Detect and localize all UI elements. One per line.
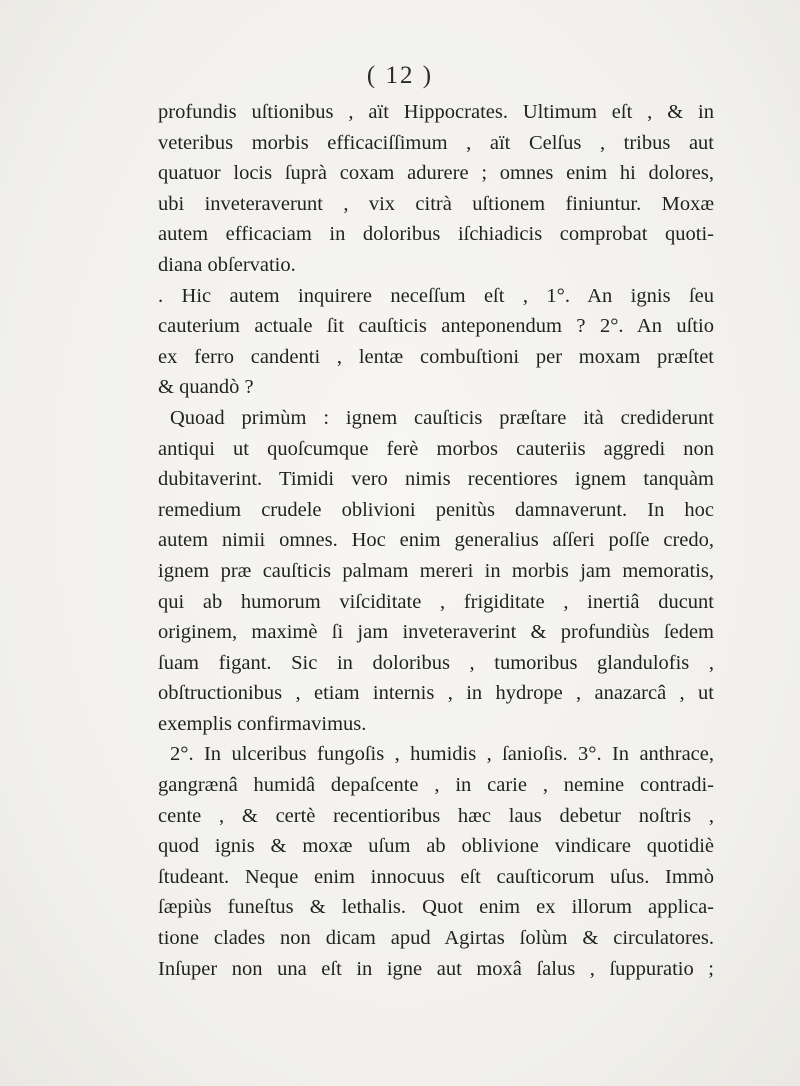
text-line: diana obſervatio. xyxy=(158,253,296,276)
text-line: ſtudeant. Neque enim innocuus eſt cauſticorum uſus. Immò xyxy=(158,865,714,888)
page-number: ( 12 ) xyxy=(366,62,434,89)
text-line: profundis uſtionibus , aït Hippocrates. Ultimum eſt , & in xyxy=(158,101,714,123)
text-line: . Hic autem inquirere neceſſum eſt , 1°. An ignis ſeu xyxy=(158,284,714,307)
text-line: ſæpiùs funeſtus & lethalis. Quot enim ex illorum applica- xyxy=(158,896,714,919)
text-line: & quandò ? xyxy=(158,376,254,399)
text-line: cente , & certè recentioribus hæc laus debetur noſtris , xyxy=(158,804,714,827)
text-line: dubitaverint. Timidi vero nimis recentiores ignem tanquàm xyxy=(158,468,714,491)
text-line: Quoad primùm : ignem cauſticis præſtare ità crediderunt xyxy=(170,406,714,429)
text-line: cauterium actuale ſit cauſticis anteponendum ? 2°. An uſtio xyxy=(158,315,714,338)
text-line: Inſuper non una eſt in igne aut moxâ ſalus , ſuppuratio ; xyxy=(158,957,714,980)
text-line: qui ab humorum viſciditate , frigiditate , inertiâ ducunt xyxy=(158,590,714,613)
text-line: 2°. In ulceribus fungoſis , humidis , ſanioſis. 3°. In anthrace, xyxy=(170,743,714,766)
text-line: quatuor locis ſuprà coxam adurere ; omnes enim hi dolores, xyxy=(158,162,714,185)
text-line: autem efficaciam in doloribus iſchiadicis comprobat quoti- xyxy=(158,223,714,246)
body-text xyxy=(158,97,714,984)
text-line: obſtructionibus , etiam internis , in hydrope , anazarcâ , ut xyxy=(158,682,714,705)
text-line: originem, maximè ſi jam inveteraverint & profundiùs ſedem xyxy=(158,621,714,644)
text-line: ſuam figant. Sic in doloribus , tumoribus glandulofis , xyxy=(158,651,714,674)
text-line: quod ignis & moxæ uſum ab oblivione vindicare quotidiè xyxy=(158,835,714,858)
text-line: gangrænâ humidâ depaſcente , in carie , nemine contradi- xyxy=(158,774,714,797)
text-line: tione clades non dicam apud Agirtas ſolùm & circulatores. xyxy=(158,927,714,950)
text-line: exemplis confirmavimus. xyxy=(158,712,367,735)
text-line: antiqui ut quoſcumque ferè morbos cauteriis aggredi non xyxy=(158,437,714,460)
text-line: veteribus morbis efficaciſſimum , aït Celſus , tribus aut xyxy=(158,131,714,154)
text-line: ex ferro candenti , lentæ combuſtioni per moxam præſtet xyxy=(158,345,714,368)
text-line: ubi inveteraverunt , vix citrà uſtionem finiuntur. Moxæ xyxy=(158,192,714,215)
text-line: ignem præ cauſticis palmam mereri in morbis jam memoratis, xyxy=(158,559,714,582)
text-line: remedium crudele oblivioni penitùs damnaverunt. In hoc xyxy=(158,498,714,521)
text-line: autem nimii omnes. Hoc enim generalius aſſeri poſſe credo, xyxy=(158,529,714,552)
